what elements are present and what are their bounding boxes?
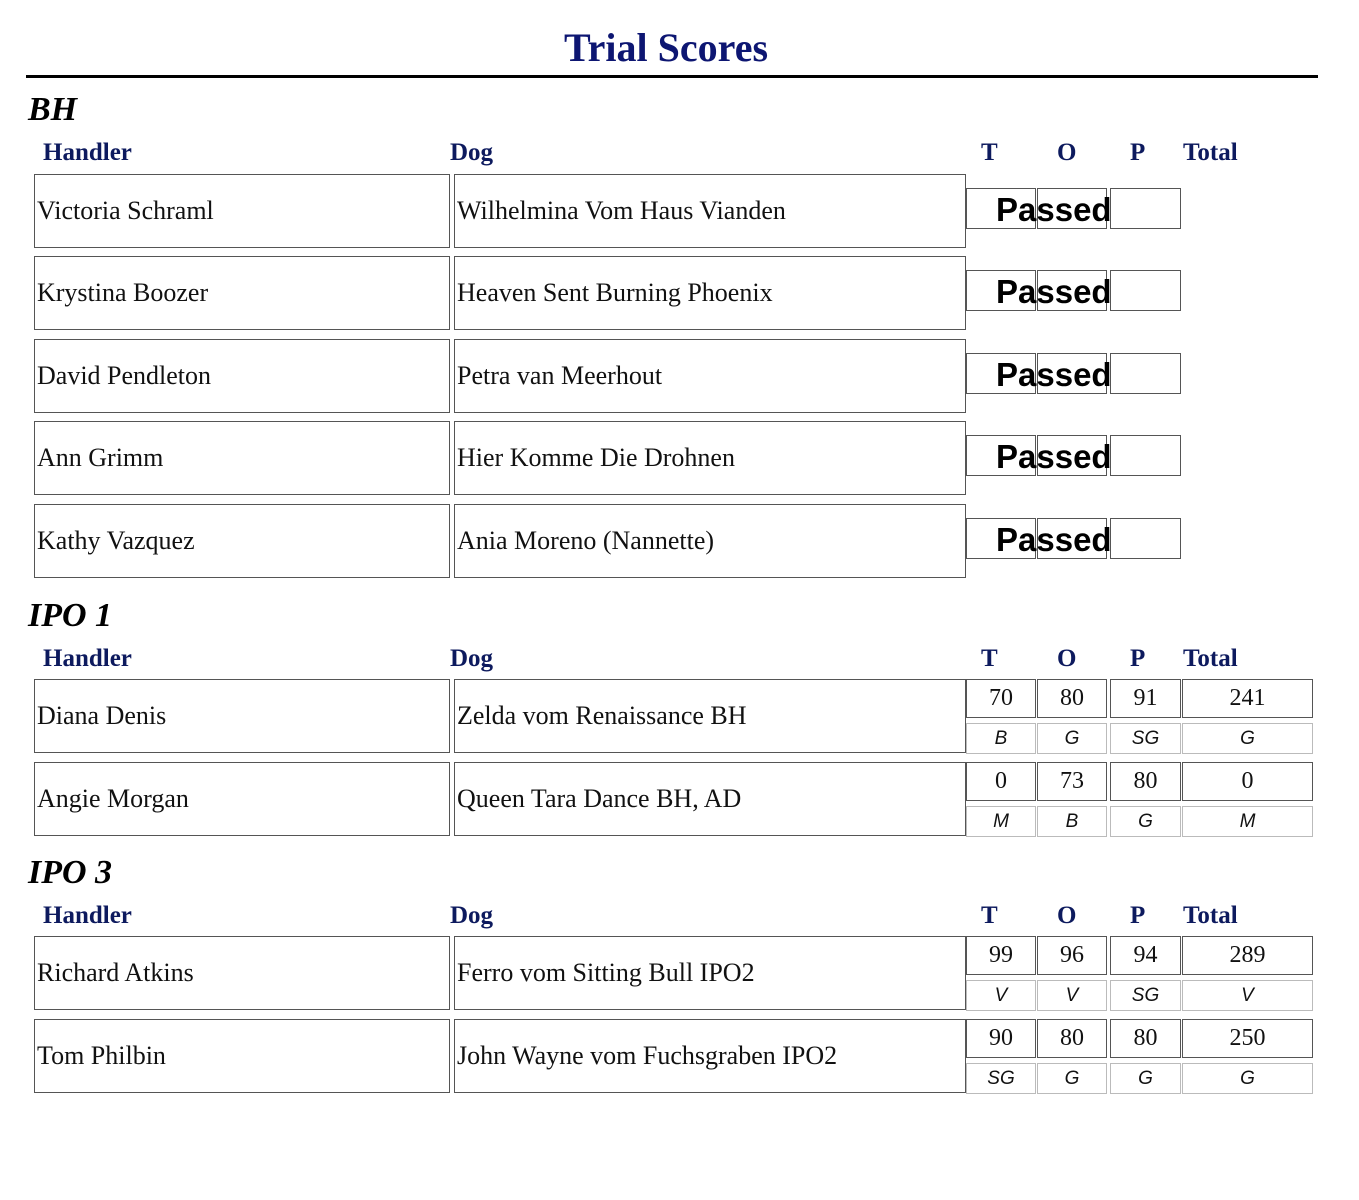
dog-cell: Ferro vom Sitting Bull IPO2 [454,936,966,1010]
p-score-box [1110,518,1181,559]
handler-cell: Krystina Boozer [34,256,450,330]
p-grade: SG [1110,723,1181,754]
p-grade: SG [1110,980,1181,1011]
total-grade: G [1182,723,1313,754]
total-score: 241 [1182,679,1313,718]
t-score: 99 [966,936,1036,975]
result-passed: Passed [996,356,1112,393]
handler-cell: Ann Grimm [34,421,450,495]
title-divider [26,75,1318,78]
t-grade: SG [966,1063,1036,1094]
p-score-box [1110,270,1181,311]
p-score-box [1110,435,1181,476]
score-row [0,504,1359,582]
p-score: 94 [1110,936,1181,975]
column-header-p: P [1130,139,1146,166]
column-header-dog: Dog [450,645,494,672]
column-header-o: O [1057,645,1077,672]
o-grade: V [1037,980,1107,1011]
page-title: Trial Scores [563,25,769,70]
p-score-box [1110,353,1181,394]
column-header-p: P [1130,645,1146,672]
handler-cell: Kathy Vazquez [34,504,450,578]
p-score-box [1110,188,1181,229]
t-score: 90 [966,1019,1036,1058]
column-header-p: P [1130,902,1146,929]
total-score: 0 [1182,762,1313,801]
result-passed: Passed [996,521,1112,558]
t-grade: V [966,980,1036,1011]
t-grade: M [966,806,1036,837]
column-header-total: Total [1183,902,1238,929]
column-header-t: T [981,902,998,929]
score-row [0,762,1359,840]
p-score: 80 [1110,1019,1181,1058]
column-header-handler: Handler [43,645,132,672]
result-passed: Passed [996,273,1112,310]
score-row [0,174,1359,252]
handler-cell: Diana Denis [34,679,450,753]
total-score: 289 [1182,936,1313,975]
total-grade: G [1182,1063,1313,1094]
score-row [0,936,1359,1014]
o-score: 80 [1037,1019,1107,1058]
handler-cell: Richard Atkins [34,936,450,1010]
total-grade: V [1182,980,1313,1011]
column-header-t: T [981,139,998,166]
dog-cell: Ania Moreno (Nannette) [454,504,966,578]
dog-cell: Wilhelmina Vom Haus Vianden [454,174,966,248]
dog-cell: Queen Tara Dance BH, AD [454,762,966,836]
section-heading: BH [28,91,78,128]
p-score: 80 [1110,762,1181,801]
handler-cell: David Pendleton [34,339,450,413]
column-header-handler: Handler [43,139,132,166]
score-row [0,421,1359,499]
t-grade: B [966,723,1036,754]
column-header-total: Total [1183,139,1238,166]
dog-cell: Zelda vom Renaissance BH [454,679,966,753]
handler-cell: Tom Philbin [34,1019,450,1093]
o-score: 73 [1037,762,1107,801]
t-score: 0 [966,762,1036,801]
section-ipo-3 [0,853,1359,929]
column-header-o: O [1057,902,1077,929]
result-passed: Passed [996,438,1112,475]
column-header-o: O [1057,139,1077,166]
section-bh [0,90,1359,166]
dog-cell: Hier Komme Die Drohnen [454,421,966,495]
section-heading: IPO 1 [28,597,113,634]
handler-cell: Angie Morgan [34,762,450,836]
dog-cell: Petra van Meerhout [454,339,966,413]
column-header-t: T [981,645,998,672]
column-header-total: Total [1183,645,1238,672]
total-grade: M [1182,806,1313,837]
o-grade: G [1037,1063,1107,1094]
score-row [0,1019,1359,1097]
column-header-handler: Handler [43,902,132,929]
score-row [0,339,1359,417]
result-passed: Passed [996,191,1112,228]
dog-cell: John Wayne vom Fuchsgraben IPO2 [454,1019,966,1093]
total-score: 250 [1182,1019,1313,1058]
section-ipo-1 [0,596,1359,672]
o-score: 80 [1037,679,1107,718]
o-score: 96 [1037,936,1107,975]
o-grade: B [1037,806,1107,837]
section-heading: IPO 3 [28,854,113,891]
handler-cell: Victoria Schraml [34,174,450,248]
p-grade: G [1110,1063,1181,1094]
column-header-dog: Dog [450,139,494,166]
column-header-dog: Dog [450,902,494,929]
p-grade: G [1110,806,1181,837]
t-score: 70 [966,679,1036,718]
score-row [0,679,1359,757]
p-score: 91 [1110,679,1181,718]
o-grade: G [1037,723,1107,754]
dog-cell: Heaven Sent Burning Phoenix [454,256,966,330]
score-row [0,256,1359,334]
